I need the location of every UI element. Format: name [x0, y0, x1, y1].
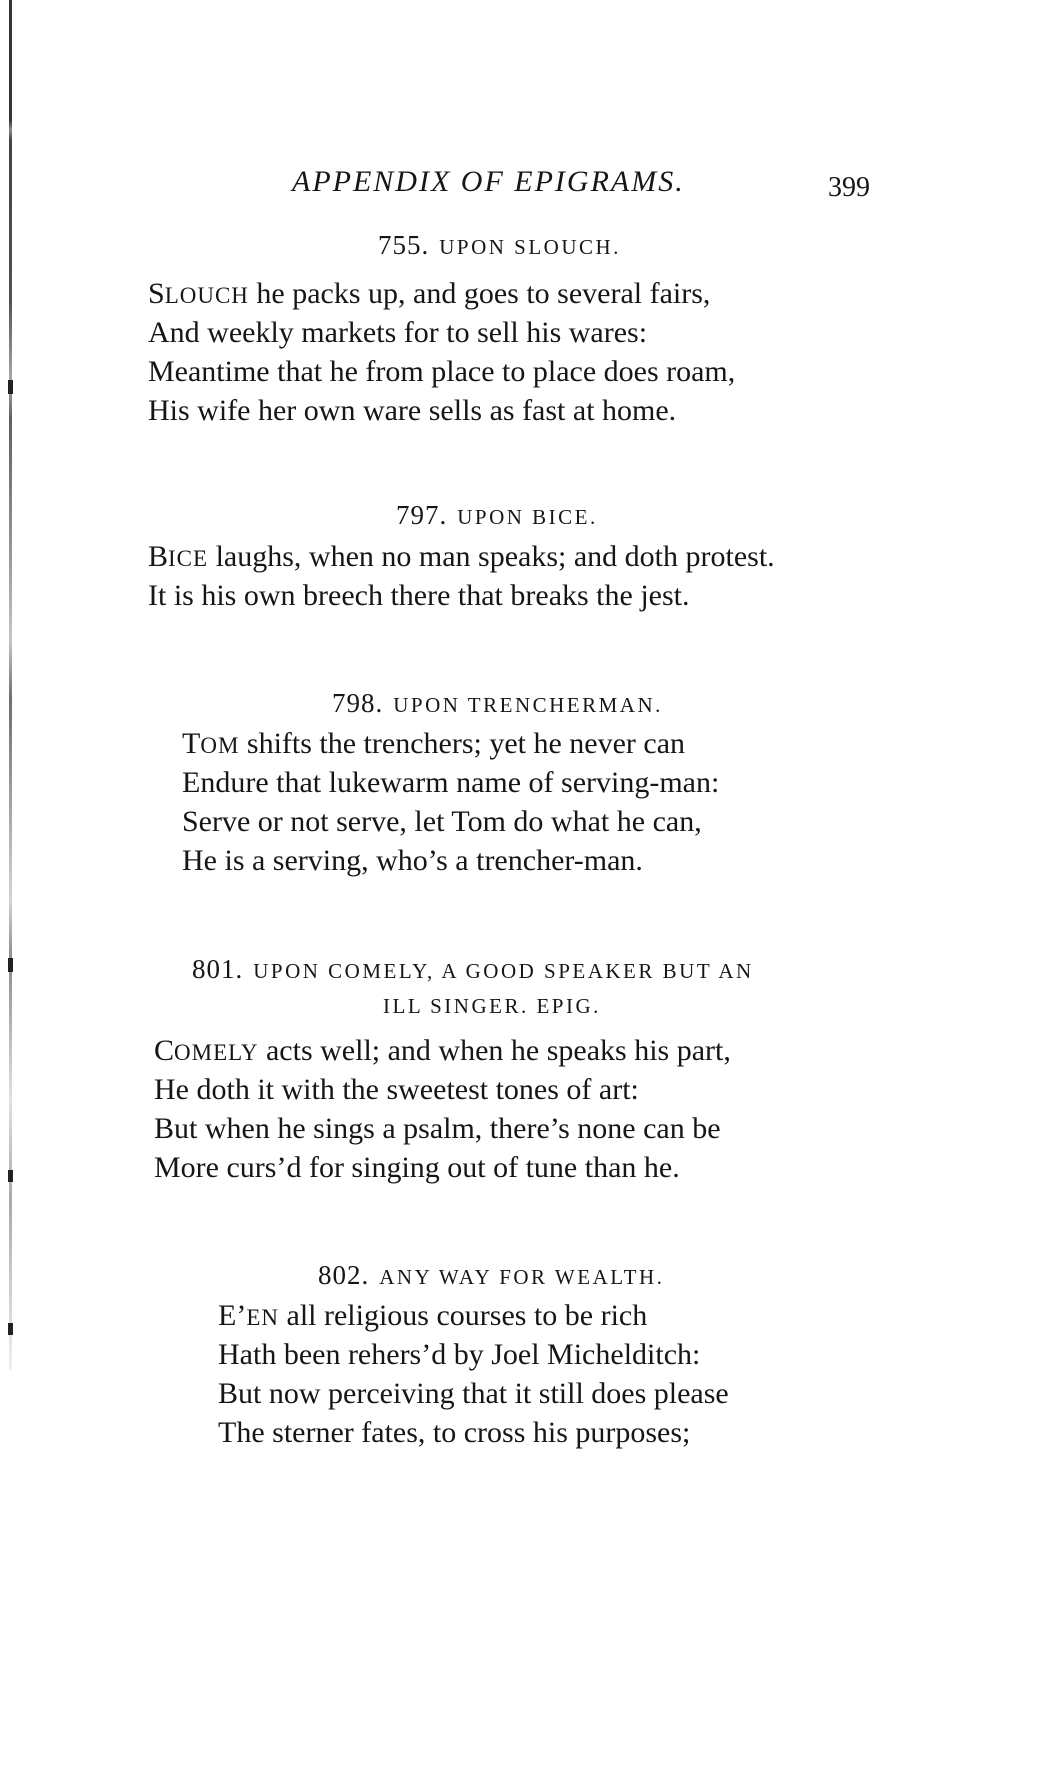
verse-line: Endure that lukewarm name of serving-man:	[182, 766, 720, 799]
epigram-title-continued: ILL SINGER. EPIG.	[383, 994, 601, 1018]
epigram-number: 755.	[378, 230, 430, 260]
verse-line: He doth it with the sweetest tones of art:	[154, 1073, 639, 1106]
epigram-number: 798.	[332, 688, 384, 718]
epigram-title: UPON TRENCHERMAN.	[393, 693, 663, 717]
verse-line: But now perceiving that it still does please	[218, 1377, 729, 1410]
binding-gutter	[9, 0, 12, 1370]
verse-line: He is a serving, who’s a trencher-man.	[182, 844, 643, 877]
epigram-heading	[192, 954, 754, 985]
epigram-number: 802.	[318, 1260, 370, 1290]
verse-line: TOM shifts the trenchers; yet he never can	[182, 727, 686, 760]
epigram-title: ANY WAY FOR WEALTH.	[379, 1265, 665, 1289]
epigram-heading	[318, 1260, 664, 1291]
verse-line: And weekly markets for to sell his wares:	[148, 316, 648, 349]
verse-line: Hath been rehers’d by Joel Michelditch:	[218, 1338, 701, 1371]
page-number: 399	[828, 172, 870, 203]
epigram-title: UPON COMELY, A GOOD SPEAKER BUT AN	[253, 959, 754, 983]
verse-line: The sterner fates, to cross his purposes;	[218, 1416, 691, 1449]
epigram-number: 797.	[396, 500, 448, 530]
verse-line: His wife her own ware sells as fast at home.	[148, 394, 677, 427]
gutter-mark	[8, 1323, 13, 1335]
epigram-number: 801.	[192, 954, 244, 984]
epigram-title: UPON BICE.	[457, 505, 598, 529]
epigram-heading	[396, 500, 598, 531]
gutter-mark	[8, 958, 13, 972]
verse-line: COMELY acts well; and when he speaks his part,	[154, 1034, 731, 1067]
verse-line: BICE laughs, when no man speaks; and doth protest.	[148, 540, 775, 573]
running-title: APPENDIX OF EPIGRAMS.	[292, 165, 685, 198]
gutter-mark	[8, 1170, 13, 1182]
verse-line: It is his own breech there that breaks the jest.	[148, 579, 690, 612]
epigram-heading	[332, 688, 663, 719]
verse-line: E’EN all religious courses to be rich	[218, 1299, 648, 1332]
verse-line: More curs’d for singing out of tune than he.	[154, 1151, 680, 1184]
verse-line: Serve or not serve, let Tom do what he can,	[182, 805, 702, 838]
epigram-title: UPON SLOUCH.	[439, 235, 621, 259]
verse-line: SLOUCH he packs up, and goes to several fairs,	[148, 277, 711, 310]
verse-line: Meantime that he from place to place does roam,	[148, 355, 736, 388]
epigram-heading	[378, 230, 621, 261]
verse-line: But when he sings a psalm, there’s none can be	[154, 1112, 721, 1145]
gutter-mark	[8, 380, 13, 394]
